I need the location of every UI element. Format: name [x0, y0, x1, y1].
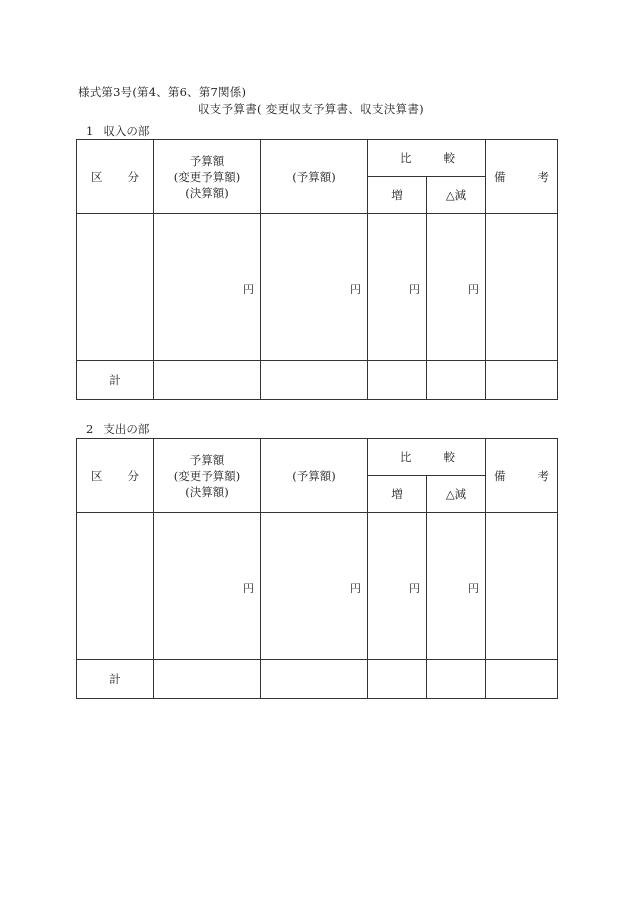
- income-table: [76, 139, 558, 400]
- cell-decrease: 円: [427, 214, 486, 361]
- cell-remarks: [486, 214, 558, 361]
- section-number: 2: [86, 422, 94, 436]
- total-budget: [154, 660, 261, 699]
- total-remarks: [486, 660, 558, 699]
- total-label: 計: [77, 361, 154, 400]
- total-decrease: [427, 361, 486, 400]
- section-name: 収入の部: [103, 124, 150, 138]
- cell-increase: 円: [368, 513, 427, 660]
- document-title: 収支予算書( 変更収支予算書、収支決算書): [198, 102, 424, 116]
- header-budget: 予算額 (変更予算額) (決算額): [154, 140, 261, 214]
- cell-prev-budget: 円: [261, 513, 368, 660]
- cell-category: [77, 513, 154, 660]
- cell-increase: 円: [368, 214, 427, 361]
- header-prev-budget: (予算額): [261, 439, 368, 513]
- header-remarks: 備 考: [486, 439, 558, 513]
- header-prev-budget: (予算額): [261, 140, 368, 214]
- section-number: 1: [86, 124, 94, 138]
- cell-budget: 円: [154, 513, 261, 660]
- total-label: 計: [77, 660, 154, 699]
- header-budget: 予算額 (変更予算額) (決算額): [154, 439, 261, 513]
- cell-prev-budget: 円: [261, 214, 368, 361]
- header-increase: 増: [368, 177, 427, 214]
- expenditure-table: [76, 438, 558, 699]
- header-increase: 増: [368, 476, 427, 513]
- cell-remarks: [486, 513, 558, 660]
- total-remarks: [486, 361, 558, 400]
- total-prev-budget: [261, 361, 368, 400]
- header-category: 区 分: [77, 140, 154, 214]
- header-comparison: 比 較: [368, 140, 486, 177]
- cell-decrease: 円: [427, 513, 486, 660]
- cell-category: [77, 214, 154, 361]
- header-remarks: 備 考: [486, 140, 558, 214]
- total-increase: [368, 361, 427, 400]
- total-prev-budget: [261, 660, 368, 699]
- section-heading-income: [86, 123, 149, 139]
- total-budget: [154, 361, 261, 400]
- cell-budget: 円: [154, 214, 261, 361]
- total-increase: [368, 660, 427, 699]
- form-number: 様式第3号(第4、第6、第7関係): [78, 85, 247, 99]
- section-name: 支出の部: [103, 422, 150, 436]
- section-heading-expenditure: [86, 421, 149, 437]
- header-decrease: △減: [427, 476, 486, 513]
- header-comparison: 比 較: [368, 439, 486, 476]
- header-decrease: △減: [427, 177, 486, 214]
- header-category: 区 分: [77, 439, 154, 513]
- total-decrease: [427, 660, 486, 699]
